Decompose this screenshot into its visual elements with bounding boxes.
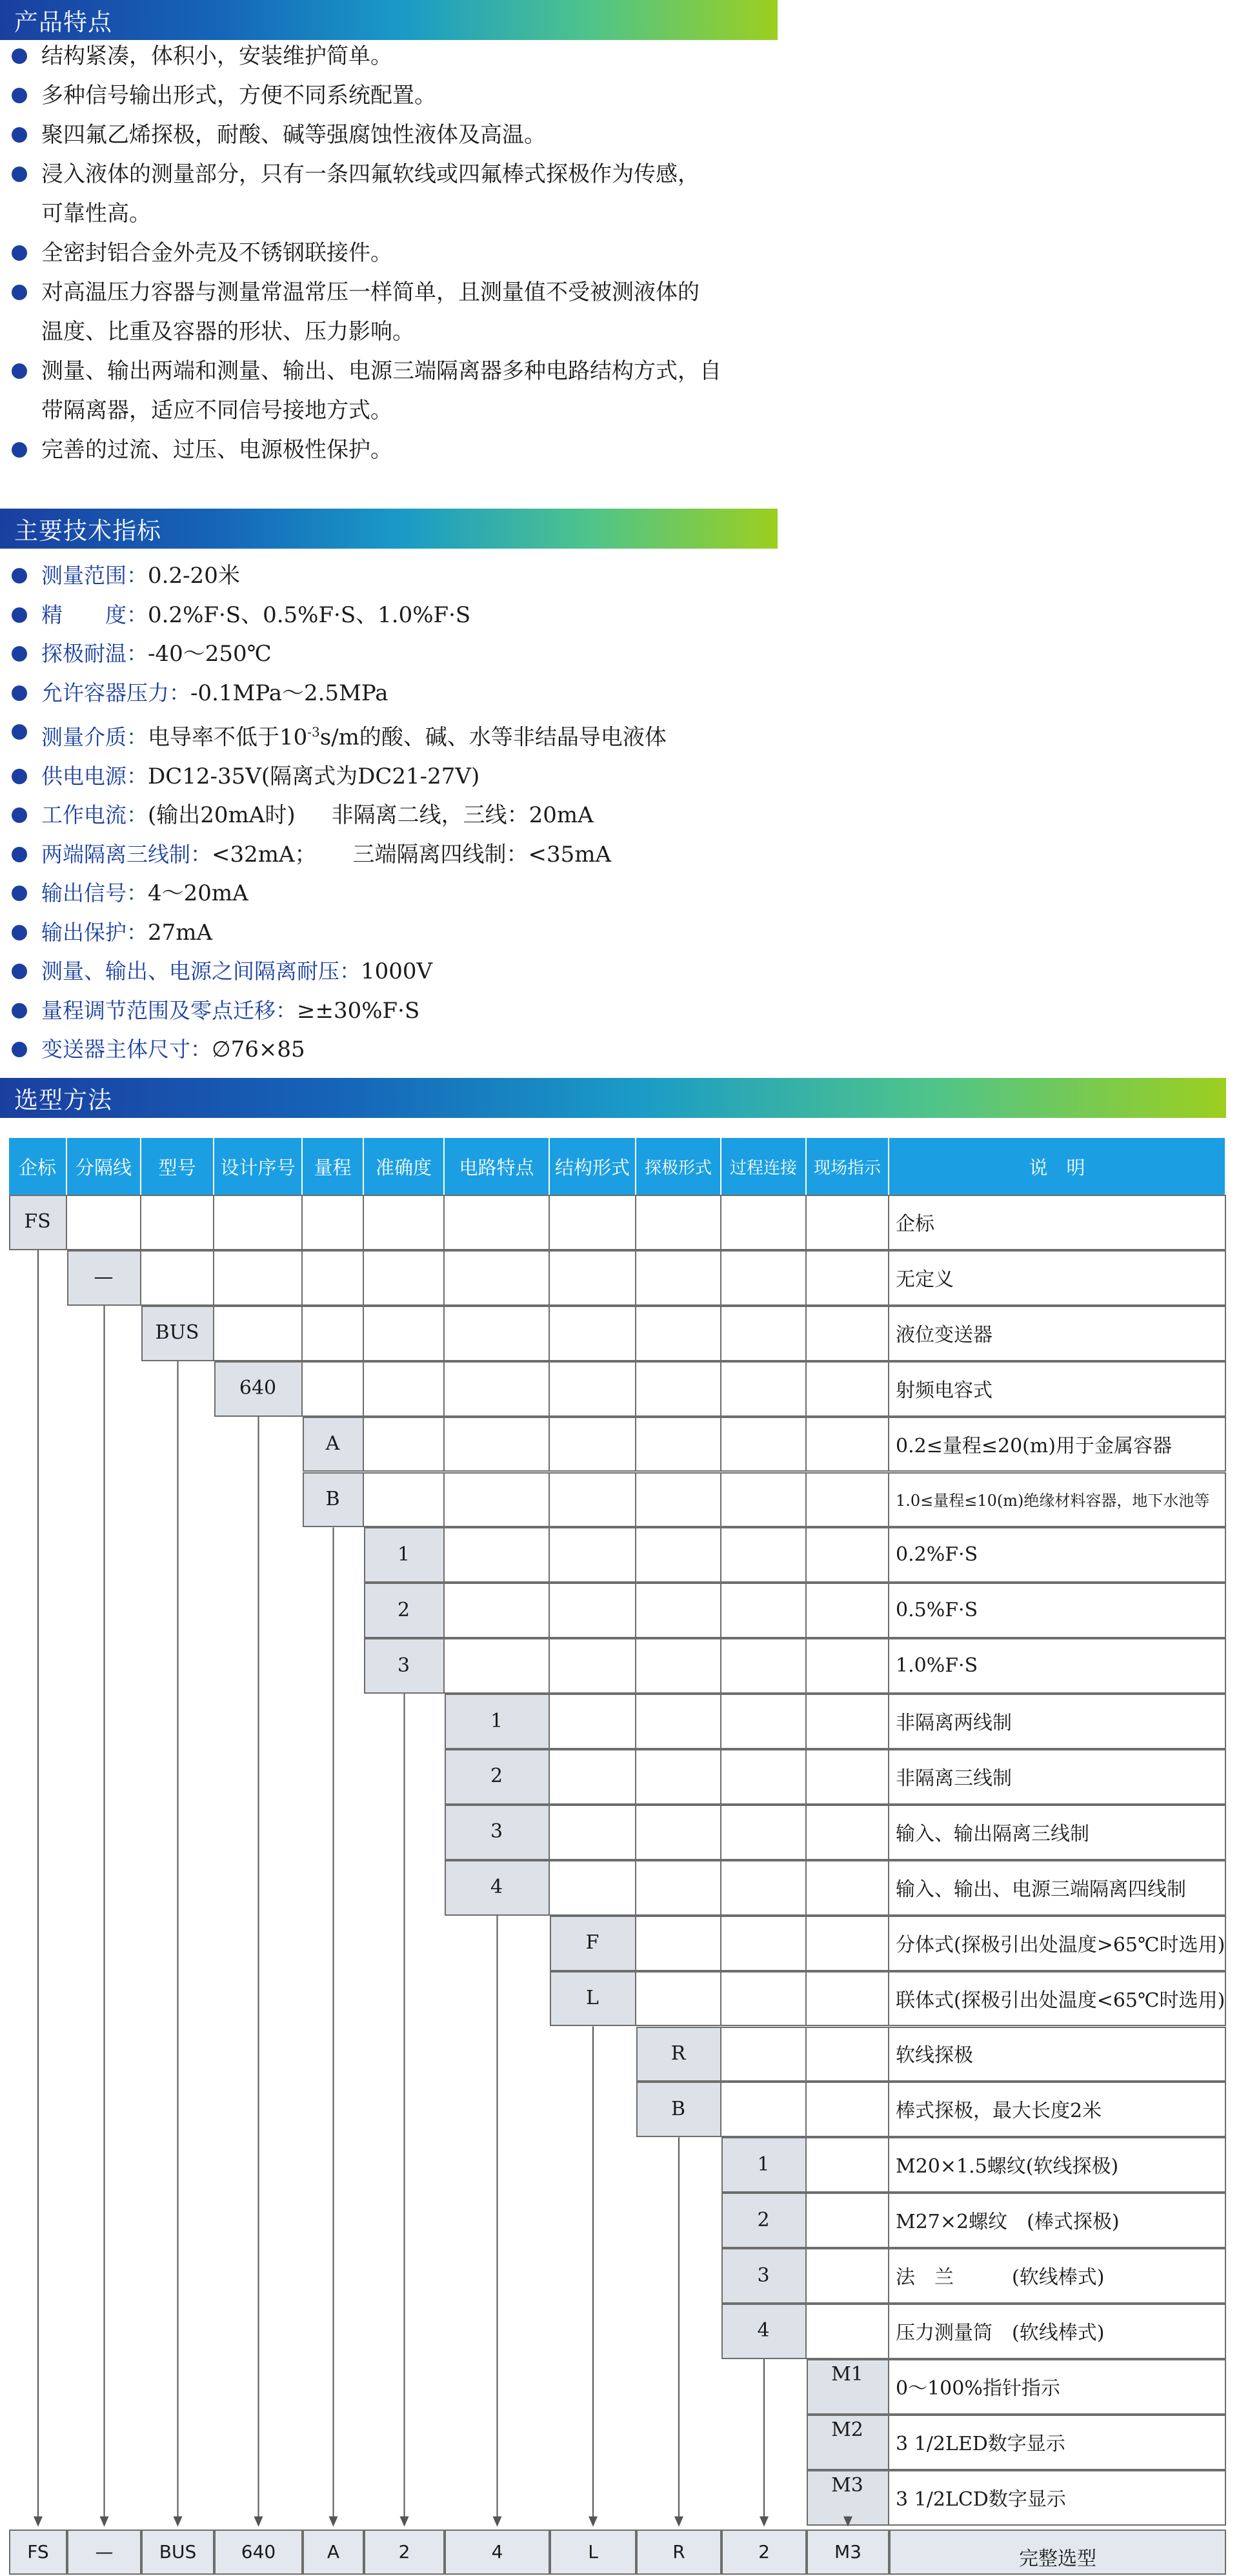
column-header: 说 明 [889,1138,1226,1195]
spec-label: 工作电流： [41,802,148,828]
example-code-cell: L [550,2530,636,2575]
spec-value: <32mA； [212,841,317,867]
option-code-cell: — [67,1250,141,1306]
option-code-cell: 4 [445,1860,550,1916]
spec-value: 1000V [361,958,433,985]
option-description: 1.0%F·S [889,1638,1226,1694]
spec-value-extra: 三端隔离四线制：<35mA [352,841,612,867]
option-description: 无定义 [889,1250,1226,1306]
arrow-head-icon [100,2517,109,2527]
option-code-cell: 1 [364,1527,445,1583]
spec-item [0,674,667,713]
feature-text: 测量、输出两端和测量、输出、电源三端隔离器多种电路结构方式，自 带隔离器，适应不同信号接地方式。 [41,358,721,423]
option-code-cell: 1 [445,1694,550,1749]
spec-label: 输出保护： [41,919,148,945]
feature-text: 浸入液体的测量部分，只有一条四氟软线或四氟棒式探极作为传感， 可靠性高。 [41,161,700,227]
option-code-cell: F [550,1916,636,1971]
bullet-icon [12,1042,27,1057]
column-header: 过程连接 [721,1138,807,1195]
column-header: 量程 [303,1138,364,1195]
specs-section-header [0,509,778,549]
option-code-cell: M2 [807,2415,889,2470]
column-header: 型号 [141,1138,214,1195]
arrow-head-icon [760,2517,769,2527]
spec-item [0,874,667,913]
bullet-icon [12,88,27,103]
selection-section-header [0,1078,1226,1118]
option-code-cell: B [636,2082,721,2137]
option-description: 1.0≤量程≤10(m)绝缘材料容器，地下水池等 [889,1472,1226,1528]
feature-text: 对高温压力容器与测量常温常压一样简单，且测量值不受被测液体的 温度、比重及容器的形状、压力影响。 [41,279,700,345]
feature-item [0,116,721,155]
option-description: 企标 [889,1195,1226,1250]
option-code-cell: FS [9,1195,67,1250]
option-description: M20×1.5螺纹(软线探极) [889,2137,1226,2193]
bullet-icon [12,847,27,862]
spec-label: 允许容器压力： [41,680,190,705]
example-label: 完整选型 [889,2530,1226,2575]
column-header: 结构形式 [550,1138,636,1195]
example-code-cell: BUS [141,2530,214,2575]
feature-item [0,155,721,234]
option-description: 输入、输出隔离三线制 [889,1805,1226,1860]
option-description: 非隔离三线制 [889,1749,1226,1805]
bullet-icon [12,646,27,662]
column-header: 电路特点 [445,1138,550,1195]
spec-item [0,952,667,991]
spec-value: 0.2-20米 [148,563,240,589]
option-description: 3 1/2LCD数字显示 [889,2470,1226,2526]
option-description: 压力测量筒 (软线棒式) [889,2304,1226,2359]
option-description: 射频电容式 [889,1361,1226,1417]
option-description: 联体式(探极引出处温度<65℃时选用) [889,1971,1226,2027]
features-list [0,37,721,470]
arrow-head-icon [34,2517,43,2527]
bullet-icon [12,442,27,458]
spec-label: 输出信号： [41,880,148,906]
spec-label: 供电电源： [41,763,148,789]
feature-item [0,273,721,352]
spec-value: 电导率不低于10 [148,724,308,751]
option-description: 0.2≤量程≤20(m)用于金属容器 [889,1417,1226,1472]
column-header: 准确度 [364,1138,445,1195]
bullet-icon [12,886,27,901]
bullet-icon [12,245,27,261]
spec-label: 测量介质： [41,724,148,750]
example-code-cell: A [303,2530,364,2575]
example-code-cell: 2 [364,2530,445,2575]
spec-item [0,713,667,757]
spec-value: (输出20mA时) [148,802,296,829]
feature-item [0,76,721,116]
arrow-head-icon [589,2517,598,2527]
spec-item [0,556,667,596]
spec-item [0,757,667,796]
option-code-cell: L [550,1971,636,2027]
bullet-icon [12,1003,27,1019]
bullet-icon [12,363,27,379]
bullet-icon [12,724,27,740]
column-header: 设计序号 [214,1138,303,1195]
option-description: 软线探极 [889,2027,1226,2082]
spec-label: 精 度： [41,602,148,627]
option-code-cell: 2 [721,2193,807,2248]
spec-value: -40～250℃ [148,641,272,667]
spec-item [0,634,667,674]
selection-section-title: 选型方法 [14,1086,112,1114]
option-code-cell: M3 [807,2470,889,2526]
option-code-cell: 3 [445,1805,550,1860]
arrow-head-icon [493,2517,502,2527]
spec-item [0,796,667,835]
bullet-icon [12,127,27,143]
option-code-cell: 2 [445,1749,550,1805]
option-description: 法 兰 (软线棒式) [889,2248,1226,2304]
bullet-icon [12,568,27,583]
spec-label: 探极耐温： [41,641,148,666]
option-description: 0.2%F·S [889,1527,1226,1583]
option-description: 3 1/2LED数字显示 [889,2415,1226,2470]
example-code-cell: M3 [807,2530,889,2575]
spec-label: 变送器主体尺寸： [41,1037,212,1062]
option-code-cell: 4 [721,2304,807,2359]
example-code-cell: 2 [721,2530,807,2575]
option-code-cell: 3 [364,1638,445,1694]
feature-text: 聚四氟乙烯探极，耐酸、碱等强腐蚀性液体及高温。 [41,122,546,148]
bullet-icon [12,48,27,64]
specs-section-title: 主要技术指标 [14,517,161,545]
feature-item [0,352,721,431]
feature-text: 结构紧凑，体积小，安装维护简单。 [41,43,392,69]
feature-item [0,37,721,76]
bullet-icon [12,964,27,979]
option-code-cell: M1 [807,2359,889,2415]
feature-text: 完善的过流、过压、电源极性保护。 [41,437,392,463]
option-description: 0.5%F·S [889,1583,1226,1638]
option-code-cell: BUS [141,1306,214,1361]
spec-value: ≥±30%F·S [297,997,420,1024]
bullet-icon [12,167,27,182]
example-code-cell: R [636,2530,721,2575]
spec-value-extra: s/m的酸、碱、水等非结晶导电液体 [319,724,667,751]
option-code-cell: R [636,2027,721,2082]
option-description: 0～100%指针指示 [889,2359,1226,2415]
option-code-cell: A [303,1417,364,1472]
feature-item [0,431,721,470]
option-description: 棒式探极，最大长度2米 [889,2082,1226,2137]
option-description: 分体式(探极引出处温度>65℃时选用) [889,1916,1226,1971]
spec-value: ∅76×85 [212,1037,305,1063]
option-description: 输入、输出、电源三端隔离四线制 [889,1860,1226,1916]
bullet-icon [12,685,27,701]
spec-label: 测量范围： [41,563,148,588]
spec-value-superscript: -3 [307,724,320,740]
spec-item [0,596,667,635]
spec-value: -0.1MPa～2.5MPa [190,680,388,706]
column-header: 探极形式 [636,1138,721,1195]
arrow-head-icon [674,2517,683,2527]
feature-item [0,234,721,273]
arrow-head-icon [329,2517,338,2527]
option-code-cell: B [303,1472,364,1528]
selection-table [9,1138,1226,2572]
option-code-cell: 640 [214,1361,303,1417]
column-header: 企标 [9,1138,67,1195]
spec-label: 量程调节范围及零点迁移： [41,997,297,1023]
example-code-cell: — [67,2530,141,2575]
feature-text: 多种信号输出形式，方便不同系统配置。 [41,83,436,108]
spec-value-extra: 非隔离二线，三线：20mA [331,802,594,829]
spec-item [0,913,667,953]
column-header: 分隔线 [67,1138,141,1195]
spec-value: 0.2%F·S、0.5%F·S、1.0%F·S [148,602,471,628]
arrow-head-icon [254,2517,263,2527]
spec-value: 4～20mA [148,880,248,907]
spec-label: 两端隔离三线制： [41,841,212,867]
example-code-cell: 640 [214,2530,303,2575]
spec-item [0,991,667,1031]
arrow-head-icon [174,2517,183,2527]
bullet-icon [12,769,27,784]
bullet-icon [12,807,27,823]
bullet-icon [12,925,27,940]
spec-item [0,1030,667,1070]
spec-value: 27mA [148,919,213,946]
features-section-title: 产品特点 [14,8,112,36]
selection-arrows [9,1138,1226,2572]
option-description: M27×2螺纹 (棒式探极) [889,2193,1226,2248]
features-section-header [0,0,778,40]
example-code-cell: FS [9,2530,67,2575]
spec-item [0,835,667,875]
example-code-cell: 4 [445,2530,550,2575]
bullet-icon [12,607,27,623]
specs-list [0,556,667,1070]
option-description: 液位变送器 [889,1306,1226,1361]
bullet-icon [12,285,27,300]
option-code-cell: 2 [364,1583,445,1638]
option-description: 非隔离两线制 [889,1694,1226,1749]
column-header: 现场指示 [807,1138,889,1195]
feature-text: 全密封铝合金外壳及不锈钢联接件。 [41,240,392,266]
option-code-cell: 1 [721,2137,807,2193]
spec-label: 测量、输出、电源之间隔离耐压： [41,958,361,984]
option-code-cell: 3 [721,2248,807,2304]
arrow-head-icon [400,2517,409,2527]
arrow-head-icon [843,2517,852,2527]
spec-value: DC12-35V(隔离式为DC21-27V) [148,763,480,789]
